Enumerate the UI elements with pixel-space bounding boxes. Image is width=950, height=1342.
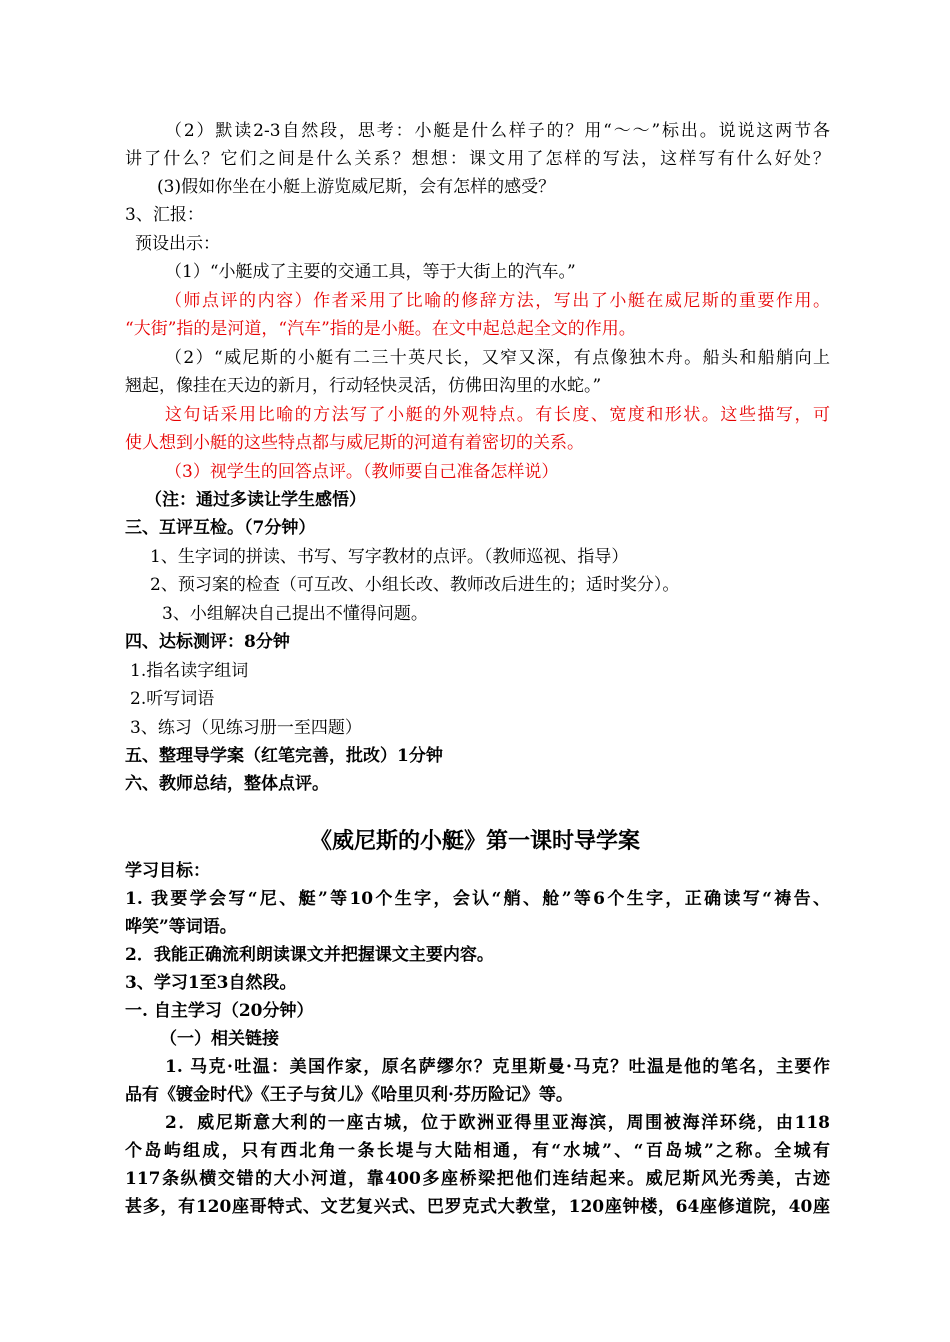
section-heading: 学习目标： [125, 861, 210, 881]
teacher-comment-line: 这句话采用比喻的方法写了小艇的外观特点。有长度、宽度和形状。这些描写，可 [165, 405, 830, 425]
text-line: 2.听写词语 [130, 689, 215, 709]
subsection-heading: （一）相关链接 [160, 1029, 279, 1049]
text-line: 3、学习1至3自然段。 [125, 973, 297, 993]
section-heading: 三、互评互检。（7分钟） [125, 518, 316, 538]
text-line: 预设出示： [135, 234, 220, 254]
text-line: 2．威尼斯意大利的一座古城，位于欧洲亚得里亚海滨，周围被海洋环绕，由118 [165, 1113, 830, 1133]
text-line: 讲了什么？它们之间是什么关系？想想：课文用了怎样的写法，这样写有什么好处？ [125, 149, 830, 169]
text-line: 个岛屿组成，只有西北角一条长堤与大陆相通，有“水城”、“百岛城”之称。全城有 [125, 1141, 830, 1161]
section-heading: 四、达标测评：8分钟 [125, 632, 290, 652]
text-line: (3)假如你坐在小艇上游览威尼斯，会有怎样的感受？ [157, 177, 556, 197]
text-line: 1. 我要学会写“尼、艇”等10个生字，会认“艄、舱”等6个生字，正确读写“祷告、 [125, 889, 830, 909]
teacher-comment-line: 使人想到小艇的这些特点都与威尼斯的河道有着密切的关系。 [125, 433, 584, 453]
text-line: 甚多，有120座哥特式、文艺复兴式、巴罗克式大教堂，120座钟楼，64座修道院，40座 [125, 1197, 830, 1217]
text-line: 翘起，像挂在天边的新月，行动轻快灵活，仿佛田沟里的水蛇。” [125, 376, 602, 396]
text-line: 3、小组解决自己提出不懂得问题。 [162, 604, 428, 624]
text-line: （2）“威尼斯的小艇有二三十英尺长，又窄又深，有点像独木舟。船头和船艄向上 [165, 348, 830, 368]
text-line: 3、练习（见练习册一至四题） [130, 718, 362, 738]
section-heading: 五、整理导学案（红笔完善，批改）1分钟 [125, 746, 443, 766]
text-line: 品有《镀金时代》《王子与贫儿》《哈里贝利·芬历险记》等。 [125, 1085, 573, 1105]
note-line: （注：通过多读让学生感悟） [145, 490, 366, 510]
text-line: 1. 马克·吐温：美国作家，原名萨缪尔？克里斯曼·马克？吐温是他的笔名，主要作 [165, 1057, 830, 1077]
page-title: 《威尼斯的小艇》第一课时导学案 [309, 828, 640, 854]
text-line: 3、汇报： [125, 205, 204, 225]
teacher-comment-line: （师点评的内容）作者采用了比喻的修辞方法，写出了小艇在威尼斯的重要作用。 [165, 291, 830, 311]
text-line: 117条纵横交错的大小河道，靠400多座桥梁把他们连结起来。威尼斯风光秀美，古迹 [125, 1169, 830, 1189]
section-heading: 六、教师总结，整体点评。 [125, 774, 329, 794]
teacher-comment-line: “大街”指的是河道，“汽车”指的是小艇。在文中起总起全文的作用。 [125, 319, 636, 339]
section-heading: 一. 自主学习（20分钟） [125, 1001, 314, 1021]
teacher-comment-line: （3）视学生的回答点评。（教师要自己准备怎样说） [165, 462, 559, 482]
text-line: 哗笑”等词语。 [125, 917, 237, 937]
text-line: 2．我能正确流利朗读课文并把握课文主要内容。 [125, 945, 494, 965]
text-line: 1、生字词的拼读、书写、写字教材的点评。（教师巡视、指导） [150, 547, 629, 567]
text-line: （2）默读2-3自然段，思考：小艇是什么样子的？用“～～”标出。说说这两节各 [165, 121, 830, 141]
text-line: （1）“小艇成了主要的交通工具，等于大街上的汽车。” [165, 262, 576, 282]
text-line: 2、预习案的检查（可互改、小组长改、教师改后进生的；适时奖分）。 [150, 575, 680, 595]
text-line: 1.指名读字组词 [130, 661, 249, 681]
